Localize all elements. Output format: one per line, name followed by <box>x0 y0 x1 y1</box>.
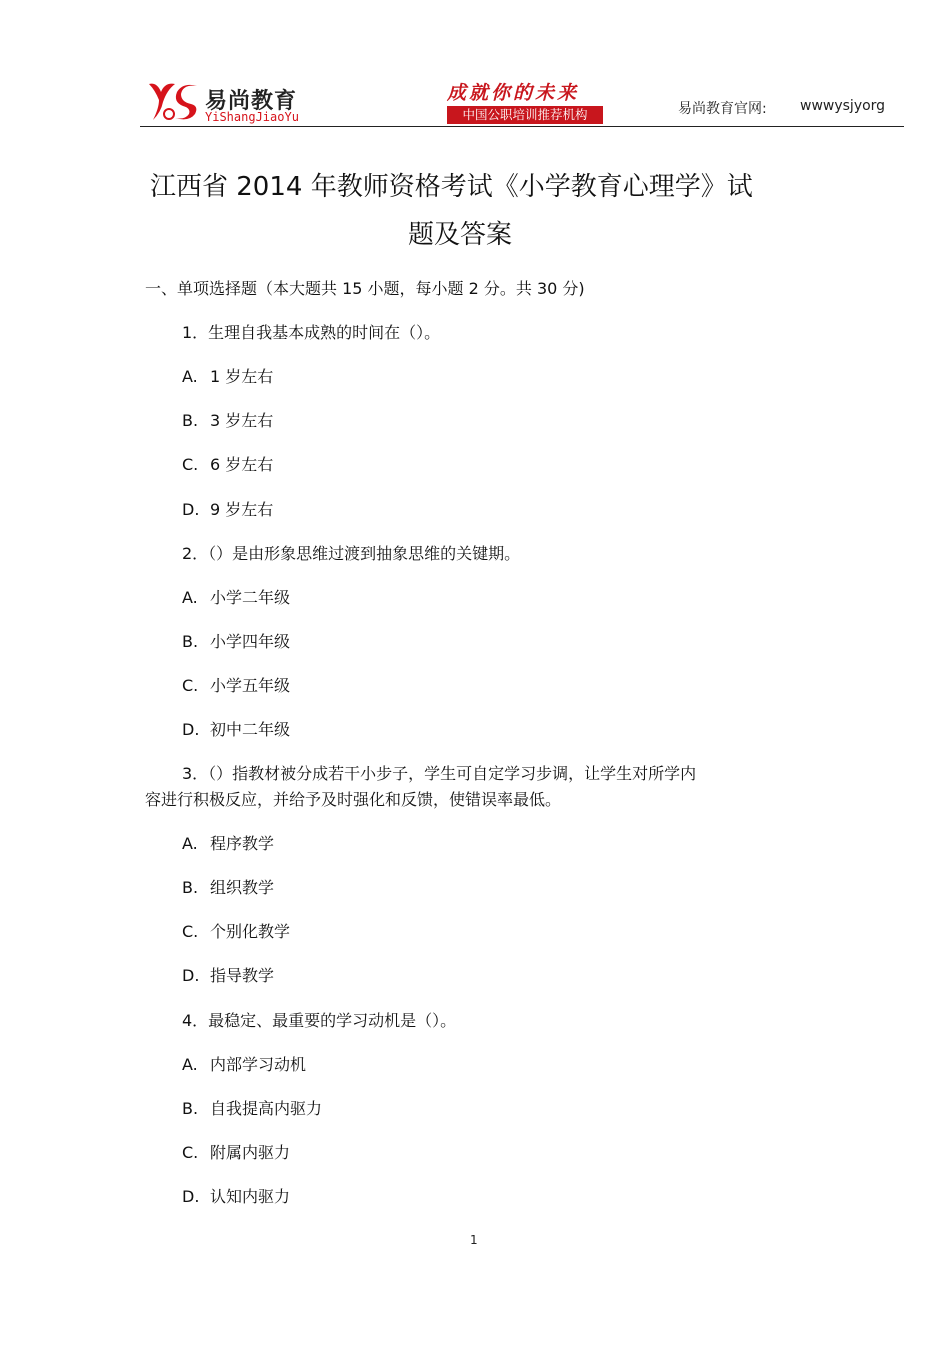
option-item <box>182 673 290 696</box>
option-item <box>182 497 273 520</box>
ys-logo-icon <box>145 78 205 124</box>
option-item <box>182 1184 290 1207</box>
option-text: 3 岁左右 <box>210 411 274 430</box>
site-label: 易尚教育官网: <box>678 101 767 117</box>
title-line-2: 题及答案 <box>407 220 512 250</box>
option-text: 小学五年级 <box>210 676 291 695</box>
option-letter: A. <box>182 834 198 853</box>
option-letter: A. <box>182 367 198 386</box>
option-letter: B. <box>182 1099 199 1118</box>
site-url: wwwysjyorg <box>800 98 886 114</box>
option-item <box>182 963 274 986</box>
header-divider <box>140 126 904 127</box>
option-item <box>182 875 274 898</box>
banner-slogan: 成就你的未来 <box>447 80 603 106</box>
option-item <box>182 717 290 740</box>
option-item <box>182 1052 306 1075</box>
option-item <box>182 919 290 942</box>
banner-subtitle: 中国公职培训推荐机构 <box>447 106 603 124</box>
document-title <box>150 163 770 259</box>
option-letter: D. <box>182 720 200 739</box>
option-letter: D. <box>182 966 200 985</box>
option-text: 初中二年级 <box>210 720 291 739</box>
option-text: 1 岁左右 <box>210 367 274 386</box>
option-item <box>182 452 273 475</box>
option-text: 小学二年级 <box>210 588 291 607</box>
option-letter: B. <box>182 878 199 897</box>
question-3: 3．（）指教材被分成若干小步子，学生可自定学习步调，让学生对所学内 <box>182 764 697 783</box>
option-item <box>182 1096 322 1119</box>
question-2: 2．（）是由形象思维过渡到抽象思维的关键期。 <box>182 544 521 563</box>
option-item <box>182 364 273 387</box>
option-letter: D. <box>182 1187 200 1206</box>
option-text: 小学四年级 <box>210 632 291 651</box>
option-text: 内部学习动机 <box>210 1055 307 1074</box>
option-item <box>182 408 273 431</box>
option-text: 程序教学 <box>210 834 275 853</box>
option-item <box>182 1140 290 1163</box>
option-letter: A. <box>182 588 198 607</box>
yishang-logo <box>145 78 325 126</box>
option-text: 附属内驱力 <box>210 1143 291 1162</box>
option-text: 组织教学 <box>210 878 275 897</box>
option-letter: C. <box>182 676 199 695</box>
option-letter: C. <box>182 455 199 474</box>
option-text: 个别化教学 <box>210 922 291 941</box>
logo-english-name: YiShangJiaoYu <box>205 110 299 124</box>
question-4: 4．最稳定、最重要的学习动机是（）。 <box>182 1011 457 1030</box>
option-text: 6 岁左右 <box>210 455 274 474</box>
title-line-1: 江西省 2014 年教师资格考试《小学教育心理学》试 <box>150 172 753 202</box>
section-heading: 一、单项选择题（本大题共 15 小题，每小题 2 分。共 30 分) <box>145 279 585 298</box>
option-item <box>182 831 274 854</box>
option-text: 自我提高内驱力 <box>210 1099 323 1118</box>
option-item <box>182 629 290 652</box>
option-text: 9 岁左右 <box>210 500 274 519</box>
option-letter: B. <box>182 411 199 430</box>
option-text: 指导教学 <box>210 966 275 985</box>
option-letter: A. <box>182 1055 198 1074</box>
option-letter: C. <box>182 922 199 941</box>
page-header <box>0 0 950 130</box>
logo-chinese-name: 易尚教育 <box>205 89 298 114</box>
option-letter: C. <box>182 1143 199 1162</box>
question-1: 1．生理自我基本成熟的时间在（）。 <box>182 323 441 342</box>
question-3-continued: 容进行积极反应，并给予及时强化和反馈，使错误率最低。 <box>145 790 562 809</box>
option-item <box>182 585 290 608</box>
option-text: 认知内驱力 <box>210 1187 291 1206</box>
page-number: 1 <box>470 1233 478 1247</box>
option-letter: B. <box>182 632 199 651</box>
option-letter: D. <box>182 500 200 519</box>
slogan-banner <box>447 80 603 124</box>
